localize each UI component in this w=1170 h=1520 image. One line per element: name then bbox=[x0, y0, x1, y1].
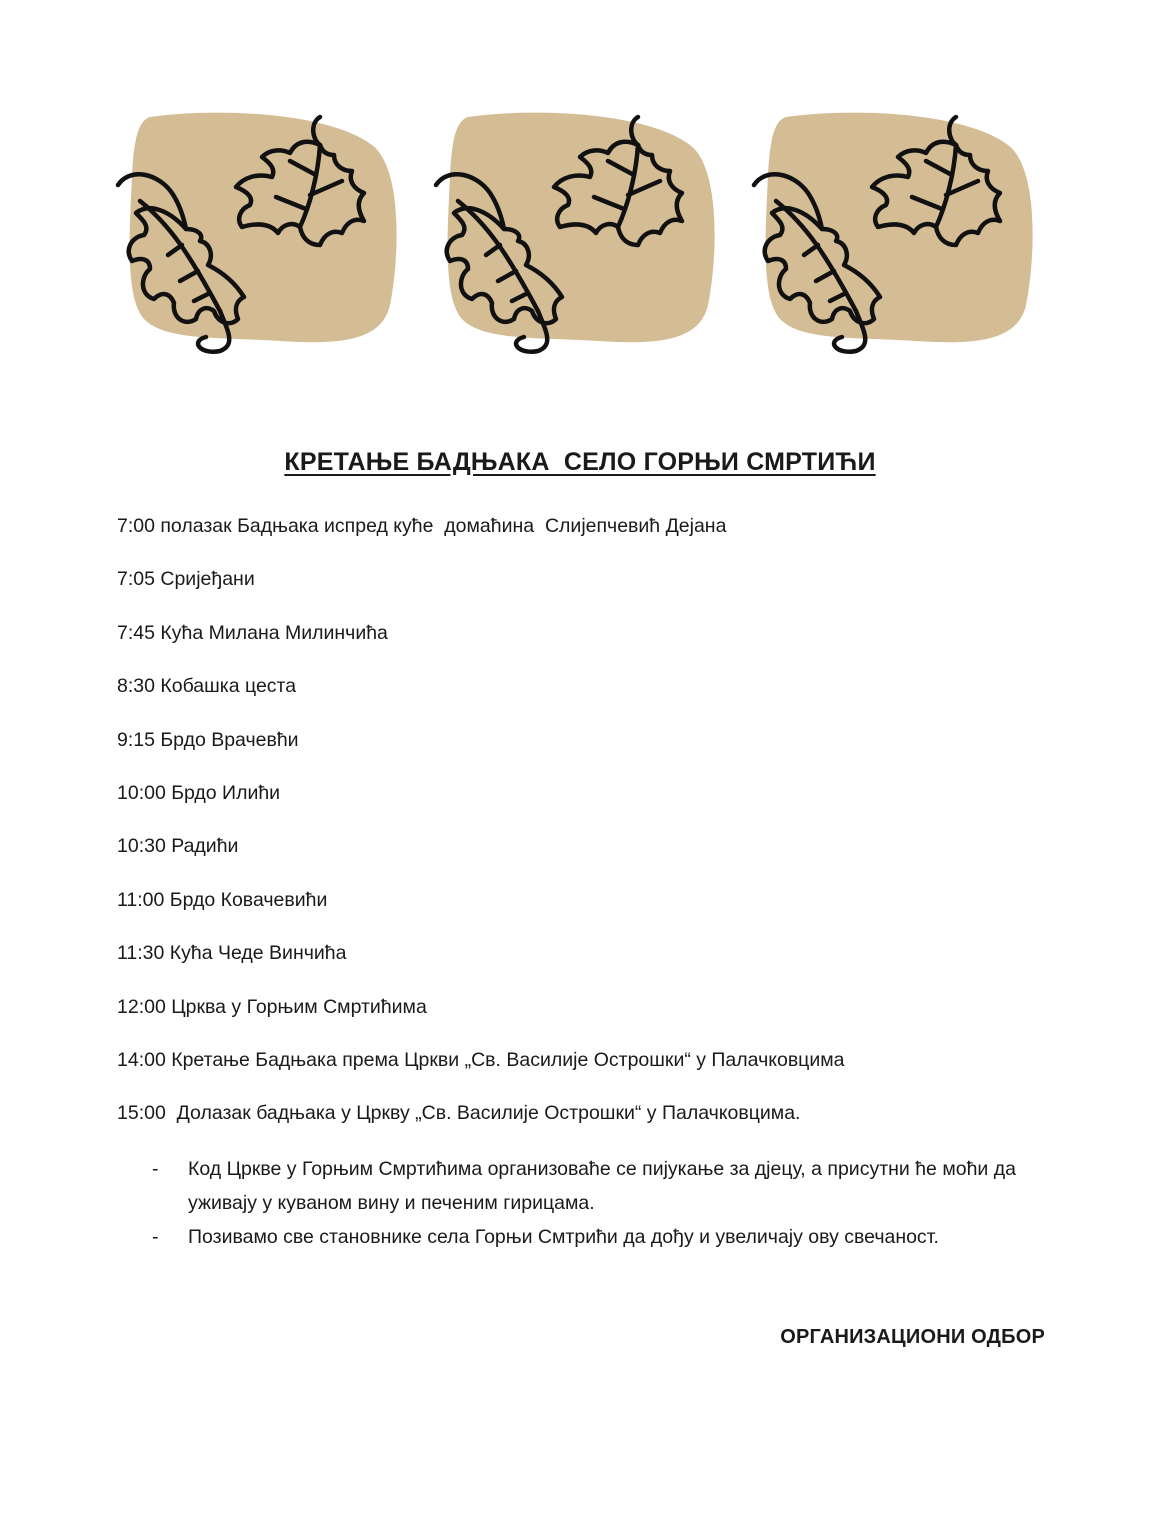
notes-list bbox=[152, 1152, 1052, 1254]
note-text: Код Цркве у Горњим Смртићима организоваће се пијукање за дјецу, а присутни ће моћи да уживају у куваном вину и печеним гирицама. bbox=[188, 1158, 1016, 1214]
list-dash: - bbox=[152, 1226, 159, 1248]
schedule-item: 10:30 Радићи bbox=[117, 835, 239, 858]
autumn-leaves-icon bbox=[428, 105, 728, 365]
page-title: КРЕТАЊЕ БАДЊАКА СЕЛО ГОРЊИ СМРТИЋИ bbox=[284, 448, 876, 476]
signature: ОРГАНИЗАЦИОНИ ОДБОР bbox=[780, 1326, 1045, 1348]
schedule-item: 7:05 Сријеђани bbox=[117, 568, 255, 591]
note-item bbox=[152, 1152, 1052, 1220]
schedule-item: 8:30 Кобашка цеста bbox=[117, 675, 297, 698]
schedule-item: 14:00 Кретање Бадњака према Цркви „Св. Василије Острошки“ у Палачковцима bbox=[117, 1048, 845, 1071]
clipart-row bbox=[110, 105, 1040, 365]
autumn-leaves-icon bbox=[110, 105, 410, 365]
schedule-item: 10:00 Брдо Илићи bbox=[117, 781, 281, 804]
schedule-item: 11:30 Кућа Чеде Винчића bbox=[117, 942, 347, 965]
list-dash: - bbox=[152, 1158, 159, 1180]
autumn-leaves-icon bbox=[746, 105, 1046, 365]
schedule-item: 7:00 полазак Бадњака испред куће домаћина Слијепчевић Дејана bbox=[117, 515, 727, 537]
schedule-item: 11:00 Брдо Ковачевићи bbox=[117, 888, 328, 911]
schedule-item: 15:00 Долазак бадњака у Цркву „Св. Василије Острошки“ у Палачковцима. bbox=[117, 1102, 801, 1125]
note-item bbox=[152, 1220, 1052, 1254]
schedule-item: 9:15 Брдо Врачевћи bbox=[117, 728, 299, 751]
schedule-list bbox=[117, 512, 1077, 1153]
schedule-item: 7:45 Кућа Милана Милинчића bbox=[117, 621, 388, 644]
note-text: Позивамо све становнике села Горњи Смтрићи да дођу и увеличају ову свечаност. bbox=[188, 1226, 939, 1248]
schedule-item: 12:00 Црква у Горњим Смртићима bbox=[117, 995, 427, 1018]
